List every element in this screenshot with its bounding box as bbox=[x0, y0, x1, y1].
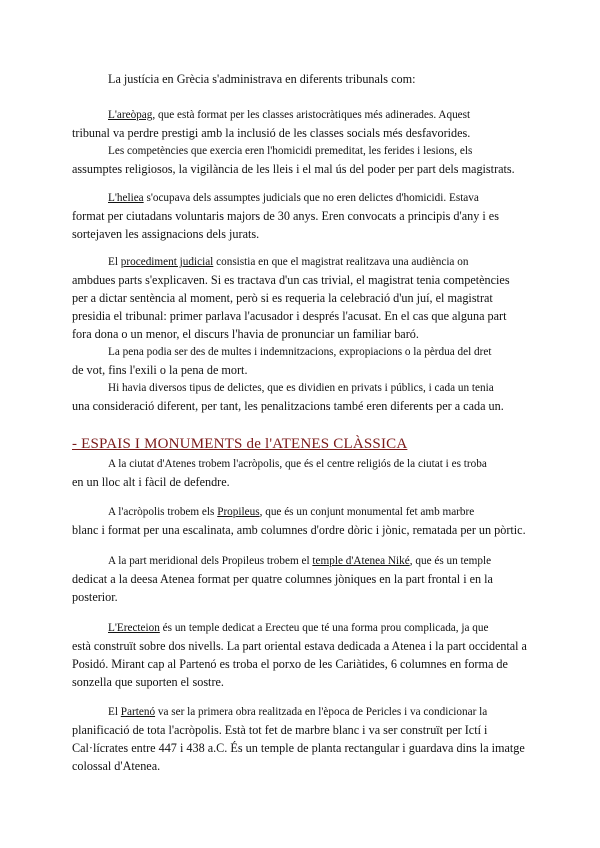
text-line: A la part meridional dels Propileus trobem el temple d'Atenea Niké, que és un temple bbox=[108, 555, 492, 567]
text-line: una consideració diferent, per tant, les penalitzacions també eren diferents per a cada un. bbox=[72, 399, 504, 413]
text-line: Posidó. Mirant cap al Partenó es troba el porxo de les Cariàtides, 6 columnes en forma de bbox=[72, 657, 508, 671]
text-line: El Partenó va ser la primera obra realitzada en l'època de Pericles i va condicionar la bbox=[108, 706, 488, 718]
areopag-term: L'areòpag bbox=[108, 109, 153, 121]
text-line: Les competències que exercia eren l'homicidi premeditat, les ferides i lesions, els bbox=[108, 145, 473, 157]
text-line: colossal d'Atenea. bbox=[72, 759, 161, 773]
text-line: de vot, fins l'exili o la pena de mort. bbox=[72, 363, 248, 377]
section-heading: - ESPAIS I MONUMENTS de l'ATENES CLÀSSICA bbox=[72, 436, 408, 452]
text-line: dedicat a la deesa Atenea format per quatre columnes jòniques en la part frontal i en la bbox=[72, 572, 493, 586]
text-line: Cal·lícrates entre 447 i 438 a.C. És un temple de planta rectangular i guardava dins la imatge bbox=[72, 741, 525, 755]
acropolis-paragraph bbox=[72, 455, 527, 491]
text-line: està construït sobre dos nivells. La part oriental estava dedicada a Atenea i la part occidental a bbox=[72, 639, 527, 653]
text-line: posterior. bbox=[72, 590, 118, 604]
text-line: L'areòpag, que està format per les classes aristocràtiques més adinerades. Aquest bbox=[108, 109, 471, 121]
propileus-paragraph bbox=[72, 503, 527, 539]
parteno-term: Partenó bbox=[120, 706, 156, 718]
text-line: blanc i format per una escalinata, amb columnes d'ordre dòric i jònic, rematada per un pòrtic. bbox=[72, 523, 526, 537]
text-line: La justícia en Grècia s'administrava en diferents tribunals com: bbox=[108, 72, 416, 86]
text-line: Hi havia diversos tipus de delictes, que es dividien en privats i públics, i cada un tenia bbox=[108, 382, 494, 394]
heliea-paragraph bbox=[72, 189, 527, 243]
text-line: La pena podia ser des de multes i indemnitzacions, expropiacions o la pèrdua del dret bbox=[108, 346, 492, 358]
nike-term: temple d'Atenea Niké bbox=[312, 555, 410, 567]
text-line: L'heliea s'ocupava dels assumptes judicials que no eren delictes d'homicidi. Estava bbox=[108, 192, 479, 204]
text-line: presidia el tribunal: primer parlava l'acusador i després l'acusat. En el cas que alguna part bbox=[72, 309, 507, 323]
heliea-term: L'heliea bbox=[108, 192, 144, 204]
text-line: sonzella que suporten el sostre. bbox=[72, 675, 224, 689]
nike-paragraph bbox=[72, 552, 527, 606]
text-line: L'Erecteion és un temple dedicat a Erecteu que té una forma prou complicada, ja que bbox=[108, 622, 489, 634]
text-line: fora dona o un menor, el discurs l'havia de pronunciar un familiar baró. bbox=[72, 327, 419, 341]
text-line: A l'acròpolis trobem els Propileus, que és un conjunt monumental fet amb marbre bbox=[108, 506, 475, 518]
parteno-paragraph bbox=[72, 703, 527, 775]
intro-paragraph bbox=[72, 70, 527, 88]
text-line: El procediment judicial consistia en que el magistrat realitzava una audiència on bbox=[108, 256, 469, 268]
propileus-term: Propileus bbox=[217, 506, 260, 518]
text-line: assumptes religiosos, la vigilància de les lleis i el mal ús del poder per part dels magistrats. bbox=[72, 162, 515, 176]
text-line: sortejaven les assignacions dels jurats. bbox=[72, 227, 260, 241]
erecteion-term: L'Erecteion bbox=[108, 622, 160, 634]
erecteion-paragraph bbox=[72, 619, 527, 691]
text-line: en un lloc alt i fàcil de defendre. bbox=[72, 475, 230, 489]
text-line: A la ciutat d'Atenes trobem l'acròpolis, que és el centre religiós de la ciutat i es troba bbox=[108, 458, 487, 470]
procediment-term: procediment judicial bbox=[120, 256, 214, 268]
text-line: format per ciutadans voluntaris majors de 30 anys. Eren convocats a principis d'any i es bbox=[72, 209, 499, 223]
text-line: tribunal va perdre prestigi amb la inclusió de les classes socials més desfavorides. bbox=[72, 126, 471, 140]
text-line: ambdues parts s'explicaven. Si es tractava d'un cas trivial, el magistrat tenia competències bbox=[72, 273, 510, 287]
text-line: per a dictar sentència al moment, però si es requeria la celebració d'un juí, el magistrat bbox=[72, 291, 493, 305]
procediment-paragraph bbox=[72, 253, 527, 415]
text-line: planificació de tota l'acròpolis. Està tot fet de marbre blanc i va ser construït per Ictí i bbox=[72, 723, 488, 737]
areopag-paragraph bbox=[72, 106, 527, 178]
